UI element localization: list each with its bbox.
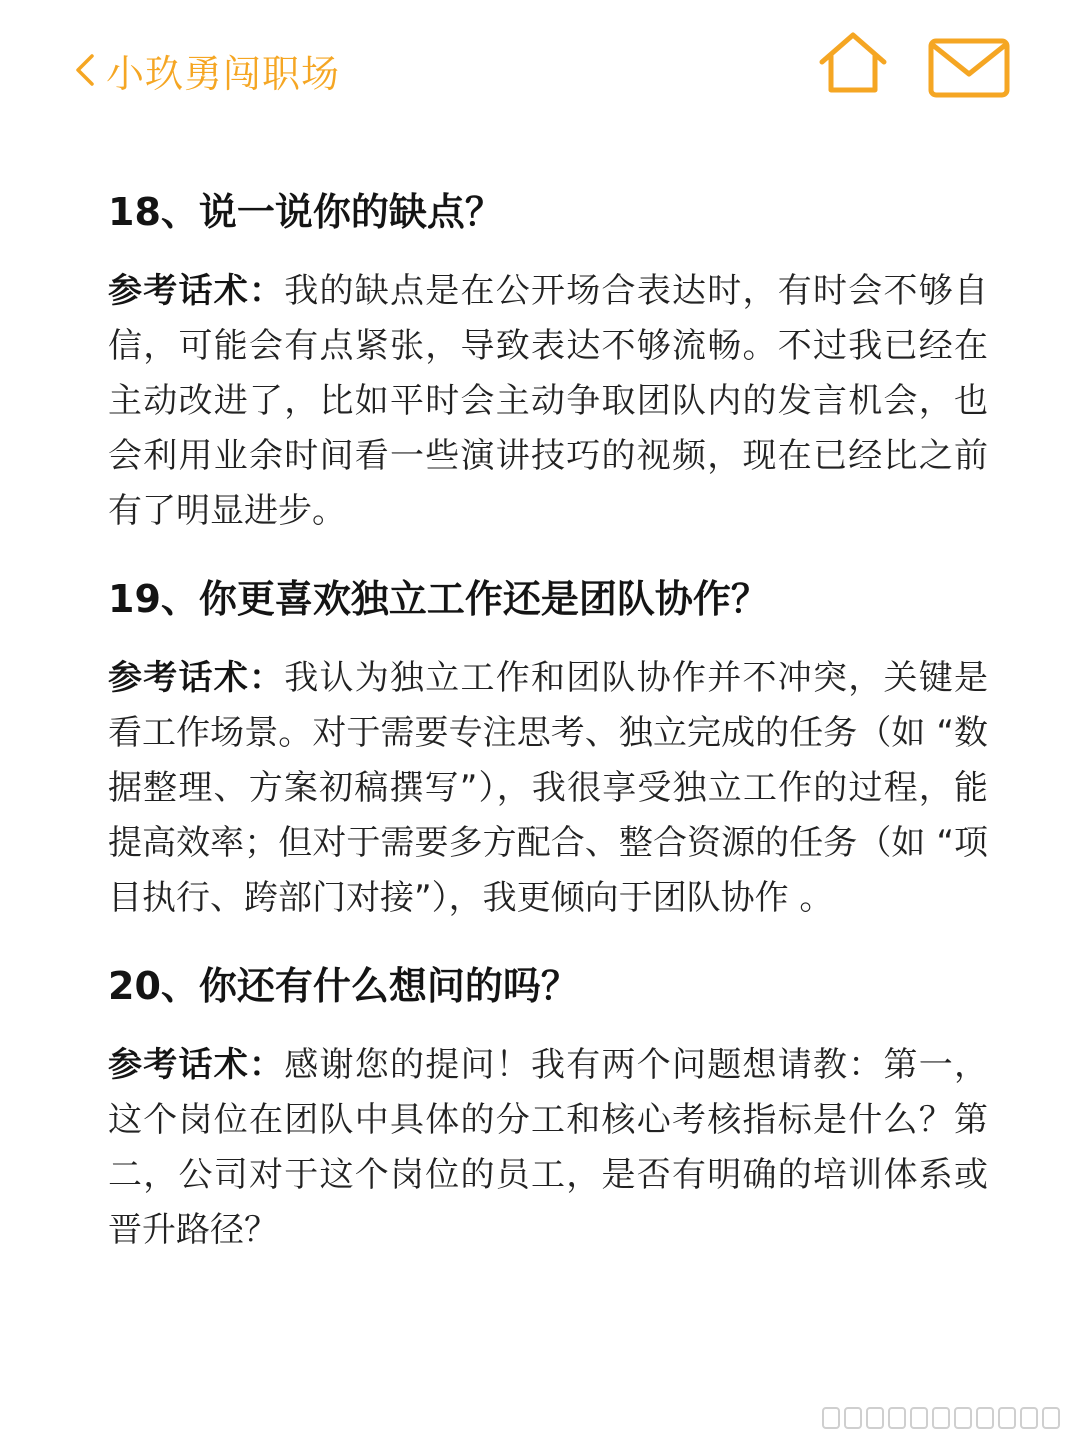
top-navigation-bar <box>0 0 1080 140</box>
back-button[interactable] <box>70 44 340 96</box>
qa-section <box>108 958 988 1258</box>
answer-paragraph <box>108 264 988 539</box>
qa-section <box>108 184 988 539</box>
qa-content <box>108 184 988 1258</box>
chevron-left-icon <box>70 50 100 90</box>
answer-label: 参考话术： <box>108 271 285 311</box>
question-heading: 18、说一说你的缺点？ <box>108 190 503 234</box>
answer-label: 参考话术： <box>108 658 285 698</box>
mail-icon <box>928 38 1010 98</box>
question-heading: 20、你还有什么想问的吗？ <box>108 964 579 1008</box>
answer-label: 参考话术： <box>108 1045 285 1085</box>
answer-text: 感谢您的提问！我有两个问题想请教：第一，这个岗位在团队中具体的分工和核心考核指标是什么？第二，公司对于这个岗位的员工，是否有明确的培训体系或晋升路径？ <box>108 1045 988 1250</box>
watermark-logo <box>822 1407 1060 1429</box>
answer-text: 我的缺点是在公开场合表达时，有时会不够自信，可能会有点紧张，导致表达不够流畅。不过我已经在主动改进了，比如平时会主动争取团队内的发言机会，也会利用业余时间看一些演讲技巧的视频，现在已经比之前有了明显进步。 <box>108 271 988 531</box>
mail-button[interactable] <box>928 38 1010 98</box>
home-button[interactable] <box>818 30 888 94</box>
question-heading: 19、你更喜欢独立工作还是团队协作？ <box>108 577 769 621</box>
answer-paragraph <box>108 651 988 926</box>
answer-paragraph <box>108 1038 988 1258</box>
home-icon <box>818 30 888 94</box>
qa-section <box>108 571 988 926</box>
answer-text: 我认为独立工作和团队协作并不冲突，关键是看工作场景。对于需要专注思考、独立完成的任务（如 “数据整理、方案初稿撰写”），我很享受独立工作的过程，能提高效率；但对于需要多方配合、整合资源的任务（如 “项目执行、跨部门对接”），我更倾向于团队协作 。 <box>108 658 988 918</box>
back-title: 小玖勇闯职场 <box>106 51 341 96</box>
